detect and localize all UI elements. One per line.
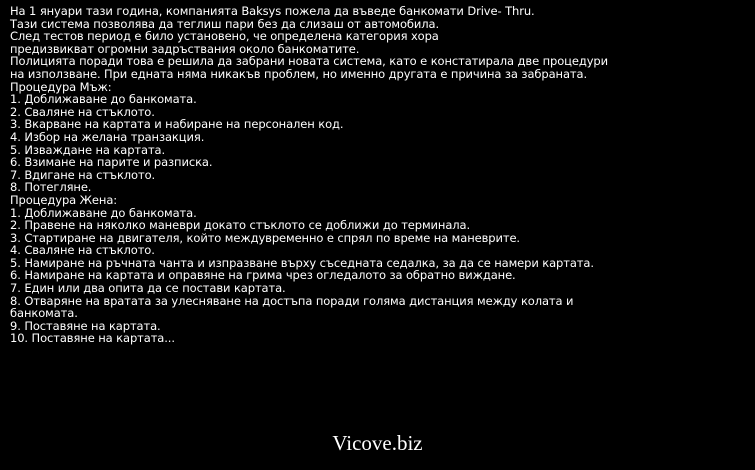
man-step: 8. Потегляне. [10,180,92,195]
man-step: 4. Избор на желана транзакция. [10,129,205,144]
text-line: предизвикват огромни задръствания около банкоматите. [10,41,360,56]
text-line: на използване. При едната няма никакъв проблем, но именно другата е причина за забраната. [10,66,588,81]
man-step: 2. Сваляне на стъклото. [10,104,155,119]
woman-step: 7. Един или два опита да се постави картата. [10,281,286,296]
text-line: На 1 януари тази година, компанията Baksys пожела да въведе банкомати Drive- Thru. [10,4,535,18]
text-line: Тази система позволява да теглиш пари без да слизаш от автомобила. [10,16,440,31]
woman-step: 2. Правене на няколко маневри докато стъклото се доближи до терминала. [10,218,471,233]
woman-step: 6. Намиране на картата и оправяне на грима чрез огледалото за обратно виждане. [10,268,516,283]
woman-step: 3. Стартиране на двигателя, който междувременно е спрял по време на маневрите. [10,230,520,245]
woman-step: 9. Поставяне на картата. [10,318,161,333]
woman-step: банкомата. [10,306,78,321]
man-step: 7. Вдигане на стъклото. [10,167,156,182]
text-line: Полицията поради това е решила да забрани новата система, като е констатирала две процедури [10,54,608,69]
section-heading-woman: Процедура Жена: [10,192,118,207]
joke-text [10,5,750,345]
man-step: 1. Доближаване до банкомата. [10,92,197,107]
text-line: След тестов период е било установено, че определена категория хора [10,29,439,44]
woman-step: 5. Намиране на ръчната чанта и изпразване върху съседната седалка, за да се намери картата. [10,255,594,270]
man-step: 6. Взимане на парите и разписка. [10,155,213,170]
woman-step: 1. Доближаване до банкомата. [10,205,197,220]
section-heading-man: Процедура Мъж: [10,79,112,94]
woman-step: 4. Сваляне на стъклото. [10,243,155,258]
woman-step: 10. Поставяне на картата... [10,331,175,346]
woman-step: 8. Отваряне на вратата за улесняване на достъпа поради голяма дистанция между колата и [10,293,574,308]
man-step: 3. Вкарване на картата и набиране на персонален код. [10,117,344,132]
man-step: 5. Изваждане на картата. [10,142,166,157]
site-watermark: Vicove.biz [332,431,423,455]
